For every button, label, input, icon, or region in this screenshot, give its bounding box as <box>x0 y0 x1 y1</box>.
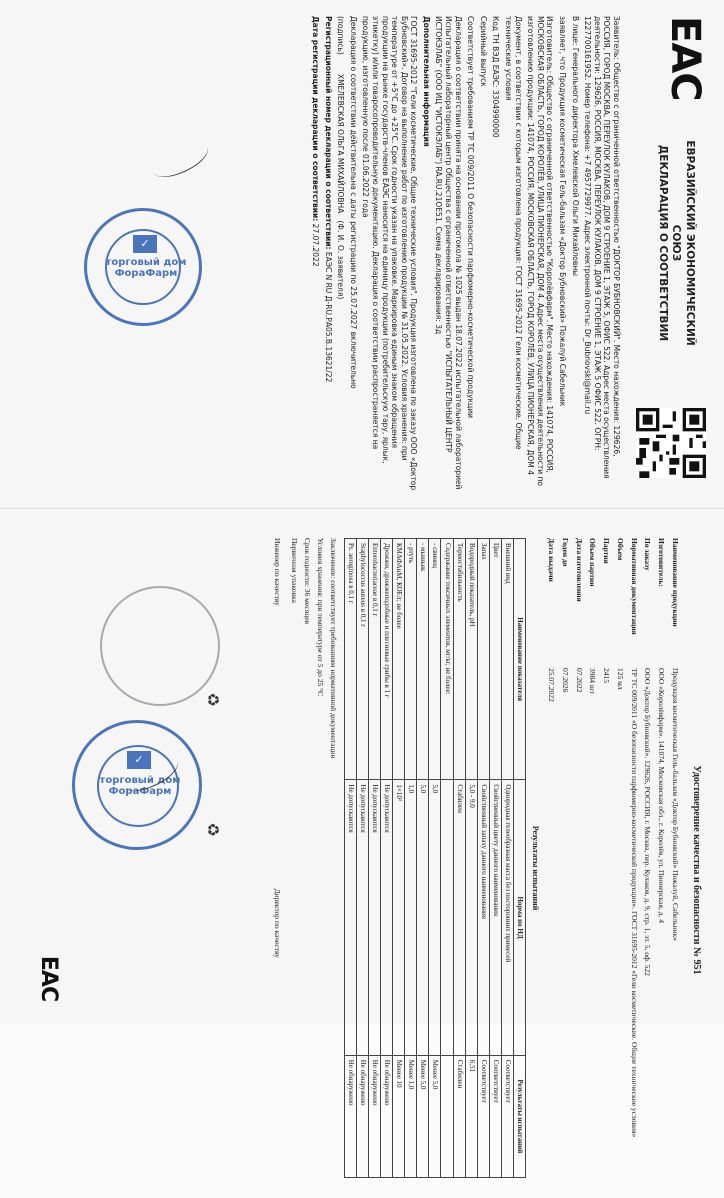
field-value: 3984 шт <box>588 668 598 694</box>
certificate-field <box>602 538 612 1198</box>
table-header-cell: Результаты испытаний <box>514 1055 526 1177</box>
field-value: 07.2022 <box>574 668 584 693</box>
registration-date: 27.07.2022 <box>310 223 320 267</box>
declaration-title-block <box>655 128 696 358</box>
registration-number-line <box>323 16 333 491</box>
quality-stamp <box>100 586 220 706</box>
certificate-field <box>643 538 653 1198</box>
field-label: Объем партии <box>588 538 598 587</box>
table-cell: Не обнаружено <box>356 1055 368 1177</box>
field-value: 25.07.2022 <box>547 668 557 702</box>
table-row <box>477 539 489 1178</box>
field-label: Нормативная документация <box>629 538 639 635</box>
eac-mark: EAC <box>662 16 708 101</box>
table-cell: Соответствует <box>489 1055 501 1177</box>
signer-name: ХМЕЛЕВСКАЯ ОЛЬГА МИХАЙЛОВНА <box>336 73 346 214</box>
table-row <box>393 539 405 1178</box>
declaration-basis: Декларация о соответствии принята на основании протокола № 1025 выдан 18.07.2022 испытательной лабораторией Испытательный лабораторный центр Общества с ограниченной ответственностью "ИСПЫТАТЕЛЬНЫЙ ЦЕНТР ИСТОКЭЛАБ" (ООО ИЦ "ИСТОКЭЛАБ") RA.RU.21ОЕ51. Схема декларирования: 3д <box>434 16 463 490</box>
signature-line <box>336 16 346 491</box>
representative: В лице: Генерального директора Хмелевской Ольги Михайловны <box>570 16 580 277</box>
field-value: ООО «Королёвфарм». 141074, Московская обл., г. Королёв, ул. Пионерская, д. 4 <box>657 668 667 924</box>
company-stamp <box>84 208 202 326</box>
test-results-table <box>344 538 526 1178</box>
field-value: 07.2026 <box>561 668 570 693</box>
certificate-body <box>272 538 680 1198</box>
manufacturer-info: Изготовитель: Общество с ограниченной ответственностью "Королёвфарм". Место нахождения: 141074, РОССИЯ, МОСКОВСКАЯ ОБЛАСТЬ, ГОРОД КОРОЛЁВ, УЛИЦА ПИОНЕРСКАЯ, ДОМ 4. Адрес места осуществления деятельности по изготовлению продукции: 141074, РОССИЯ, МОСКОВСКАЯ ОБЛАСТЬ, ГОРОД КОРОЛЁВ, УЛИЦА ПИОНЕРСКАЯ, ДОМ 4 <box>526 16 555 486</box>
field-label: Дата изготовления <box>574 538 584 602</box>
table-cell: Менее 1,0 <box>405 1055 417 1177</box>
stamp-text-bottom: торговый дом ФораФарм <box>99 775 181 797</box>
table-cell: 5,0 <box>417 780 429 1055</box>
table-cell: - свинец <box>429 539 441 780</box>
table-cell: Свойственный цвету данного наименования <box>489 780 501 1055</box>
table-cell: Менее 5,0 <box>417 1055 429 1177</box>
table-row <box>465 539 477 1178</box>
table-cell: Не допускаются <box>356 780 368 1055</box>
certificate-field <box>629 538 639 1198</box>
field-value: 125 мл <box>616 668 625 690</box>
additional-info: ГОСТ 31695-2012 "Гели косметические. Общие технические условия". Продукция изготовлена по заказу ООО «Доктор Бубновский». Договор на выполнение работ по изготовлению продукции № 31.05.2022. Условия хранения: при температуре от +5°С до +25°С. Срок годности указан на упаковке. Маркировка единым знаком обращения продукции на рынке государств-членов ЕАЭС наносится на единицу продукции (потребительскую тару, ярлык, этикетку) и/или товаросопроводительную документацию. Декларация о соответствии распространяется на продукцию, изготовленную после 01.06.2022 года <box>361 16 419 491</box>
certificate-field <box>560 538 570 1198</box>
table-row <box>441 539 453 1178</box>
table-cell: КМАФАнМ, КОЕ/г, не более <box>393 539 405 780</box>
applicant-info: Заявитель: Общество с ограниченной ответственностью "ДОКТОР БУБНОВСКИЙ". Место нахождения: 129626, РОССИЯ, ГОРОД МОСКВА, ПЕРЕУЛОК КУЛАКОВ, ДОМ 9 СТРОЕНИЕ 1, ЭТАЖ 5, ОФИС 522. Адрес места осуществления деятельности: 129626, РОССИЯ, МОСКВА, ПЕРЕУЛОК КУЛАКОВ, ДОМ 9 СТРОЕНИЕ 1, ЭТАЖ 5 ОФИС 522. ОГРН: 1227700161952. Номер телефона: +7 4957729977. Адрес электронной почты: Dr_Bubnovski@mail.ru <box>583 16 621 479</box>
table-header-row <box>514 539 526 1178</box>
table-cell: Ps. aeruginosa в 0,1 г <box>344 539 356 780</box>
table-body <box>344 539 513 1178</box>
table-cell: Соответствует <box>477 1055 489 1177</box>
table-row <box>380 539 392 1178</box>
hs-code: Код ТН ВЭД ЕАЭС: 3304990000 <box>491 16 501 138</box>
recycle-icon-2: ♻ <box>203 822 223 837</box>
table-row <box>356 539 368 1178</box>
table-cell: Не обнаружено <box>368 1055 380 1177</box>
table-row <box>405 539 417 1178</box>
table-cell: 5,0 - 9,0 <box>465 780 477 1055</box>
validity-period: Декларация о соответствии действительна с даты регистрации по 25.07.2027 включительно <box>348 16 358 389</box>
table-cell: 5,0 <box>429 780 441 1055</box>
additional-info-title: Дополнительная информация <box>421 16 431 147</box>
sign-label: (подпись) <box>336 16 346 55</box>
table-header-cell: Наименование показателя <box>514 539 526 780</box>
certificate-field <box>574 538 584 1198</box>
qc-director-label: Директор по качеству <box>272 888 282 958</box>
certificate-field <box>670 538 680 1198</box>
qc-engineer-label: Инженер по качеству <box>272 538 282 606</box>
certificate-field <box>547 538 557 1198</box>
table-cell: Дрожжи, дрожжеподобные и плесневые грибы в 1 г <box>380 539 392 780</box>
field-value: 2415 <box>602 668 612 683</box>
stamp-logo-icon: ✓ <box>133 235 157 253</box>
registration-date-line <box>310 16 320 491</box>
certificate-title: Удостоверение качества и безопасности № 951 <box>691 765 702 975</box>
field-label: Годен до <box>561 538 570 567</box>
declaration-statement: заявляет, что Продукция косметическая Гель-бальзам «Доктор Бубновский» Пожалуй Сабельник <box>558 16 568 407</box>
table-cell: Enterobacteriaceae в 0,1 г <box>368 539 380 780</box>
storage-conditions: Условия хранения: при температуре от 5 до 25 °С <box>315 538 325 697</box>
table-cell: Не допускаются <box>368 780 380 1055</box>
registration-date-label: Дата регистрации декларации о соответствии: <box>310 16 320 222</box>
results-title: Результаты испытаний <box>531 825 541 911</box>
table-row <box>368 539 380 1178</box>
table-cell <box>441 780 453 1055</box>
field-label: Наименование продукции <box>671 538 680 627</box>
field-label: По заказу <box>643 538 653 571</box>
table-cell: Стабилен <box>453 780 465 1055</box>
table-cell: Не обнаружено <box>380 1055 392 1177</box>
table-cell: Staphylococcus aureus в 0,1 г <box>356 539 368 780</box>
field-value: Продукция косметическая Гель-бальзам «Доктор Бубновский» Пожалуй, Сабельник» <box>671 668 680 941</box>
standard-document: Документ, в соответствии с которым изготовлена продукция: ГОСТ 31695-2012 Гели косметические. Общие технические условия <box>504 16 523 450</box>
table-row <box>429 539 441 1178</box>
shelf-life: Срок годности: 36 месяцев <box>303 538 313 625</box>
table-row <box>489 539 501 1178</box>
table-cell: Не допускаются <box>344 780 356 1055</box>
table-cell <box>441 1055 453 1177</box>
table-cell: 1×10³ <box>393 780 405 1055</box>
table-cell: 6,51 <box>465 1055 477 1177</box>
page-divider <box>0 508 724 509</box>
table-cell: Содержание токсичных элементов, мг/кг, не более: <box>441 539 453 780</box>
recycle-icon: ♻ <box>203 692 223 707</box>
table-cell: Термостабильность <box>453 539 465 780</box>
table-row <box>344 539 356 1178</box>
table-cell: - мышьяк <box>417 539 429 780</box>
field-label: Объем <box>616 538 625 561</box>
table-cell: Водородный показатель, pH <box>465 539 477 780</box>
field-value: ТР ТС 009/2011 «О безопасности парфюмерно-косметической продукции». ГОСТ 31695-2012 «Гели косметические. Общие технические условия» <box>629 668 639 1138</box>
table-cell: 1,0 <box>405 780 417 1055</box>
table-cell: Менее 10 <box>393 1055 405 1177</box>
table-row <box>501 539 513 1178</box>
eac-mark-small: EAC <box>36 955 62 1002</box>
table-header-cell: Норма по НД <box>514 780 526 1055</box>
certificate-notes <box>272 538 338 1198</box>
serial-production: Серийный выпуск <box>478 16 488 87</box>
table-cell: Свойственный запаху данного наименования <box>477 780 489 1055</box>
packing-label: Первичная упаковка <box>290 538 300 603</box>
table-cell: Не допускаются <box>380 780 392 1055</box>
union-name: ЕВРАЗИЙСКИЙ ЭКОНОМИЧЕСКИЙ СОЮЗ <box>670 140 696 346</box>
registration-number-label: Регистрационный номер декларации о соответствии: <box>323 16 333 250</box>
table-cell: Внешний вид <box>501 539 513 780</box>
qc-signatures <box>272 538 282 958</box>
table-cell: Соответствует <box>501 1055 513 1177</box>
declaration-body <box>307 16 621 491</box>
table-row <box>417 539 429 1178</box>
field-label: Партия <box>602 538 612 564</box>
table-cell: Не обнаружено <box>344 1055 356 1177</box>
table-cell: Менее 5,0 <box>429 1055 441 1177</box>
certificate-fields <box>547 538 681 1198</box>
registration-number: ЕАЭС N RU Д-RU.РА05.В.13621/22 <box>323 251 333 383</box>
qr-code <box>636 408 706 478</box>
signer-label: (Ф. И. О. заявителя) <box>336 220 346 300</box>
table-cell: - ртуть <box>405 539 417 780</box>
table-cell: Цвет <box>489 539 501 780</box>
certificate-field <box>657 538 667 1198</box>
table-cell: Однородная гелеобразная масса без посторонних примесей <box>501 780 513 1055</box>
field-label: Изготовитель: <box>657 538 667 587</box>
table-cell: Стабилен <box>453 1055 465 1177</box>
signature-mark <box>147 133 212 186</box>
declaration-panel <box>204 8 716 498</box>
stamp-logo-icon-bottom: ✓ <box>127 751 151 769</box>
table-cell: Запах <box>477 539 489 780</box>
conformity-requirements: Соответствует требованиям ТР ТС 009/2011 О безопасности парфюмерно-косметической продукции <box>466 16 476 418</box>
table-row <box>453 539 465 1178</box>
declaration-title: ДЕКЛАРАЦИЯ О СООТВЕТСТВИИ <box>656 144 669 342</box>
certificate-field <box>588 538 598 1198</box>
field-value: ООО «Доктор Бубновский». 129626, РОССИЯ, г. Москва, пер. Кулаков, д. 9, стр. 1, эт. 5, оф. 522 <box>643 668 653 976</box>
certificate-field <box>615 538 625 1198</box>
field-label: Дата выдачи <box>547 538 557 582</box>
stamp-text: торговый дом ФораФарм <box>105 257 187 279</box>
conclusion: Заключение: соответствует требованиям нормативной документации <box>328 538 338 759</box>
